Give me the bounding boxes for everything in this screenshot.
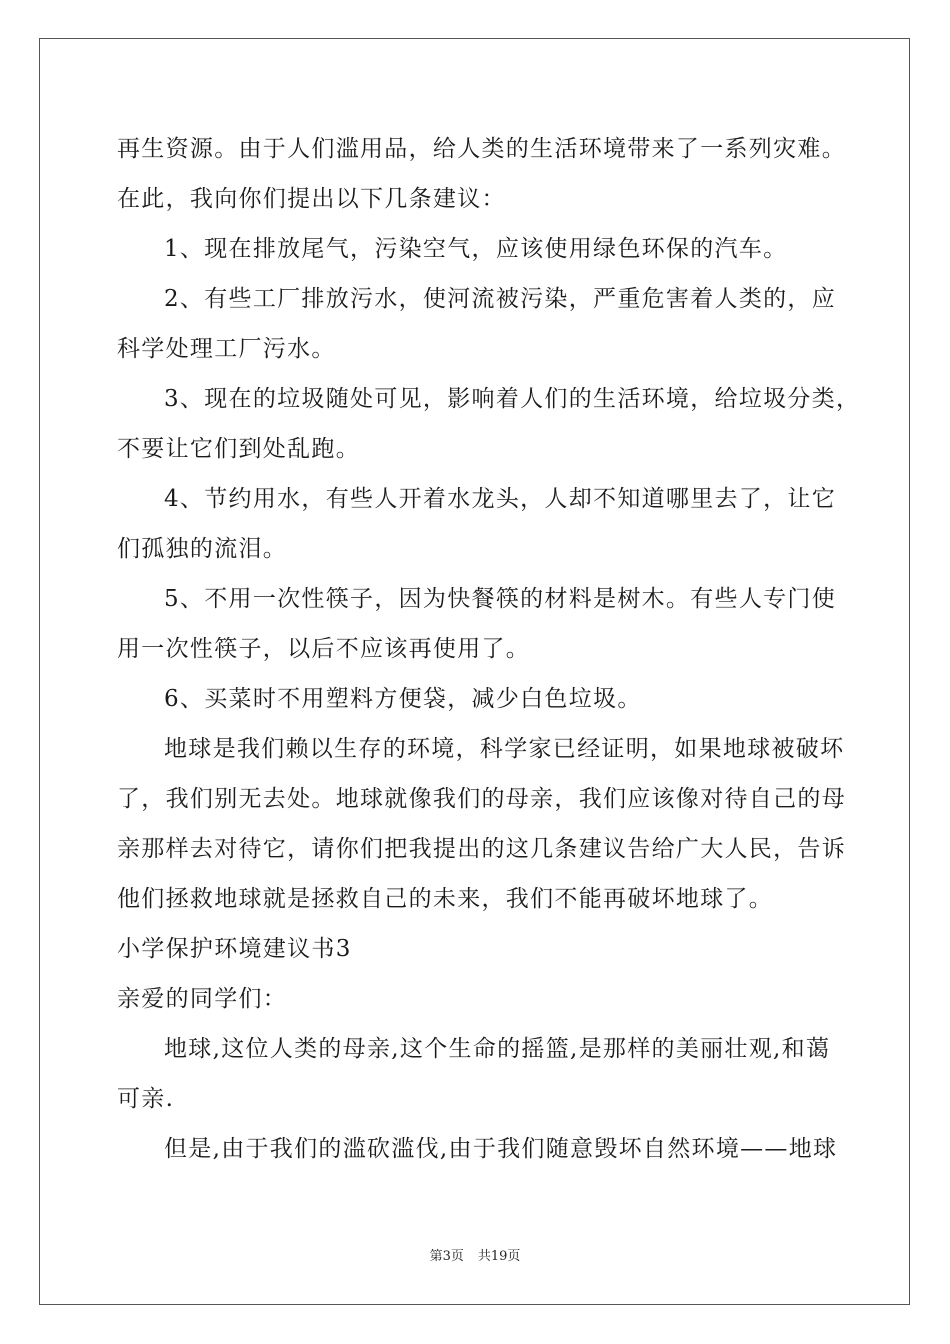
text-line: 3、现在的垃圾随处可见，影响着人们的生活环境，给垃圾分类， bbox=[164, 386, 861, 412]
page-footer bbox=[0, 1245, 950, 1264]
text-line: 但是,由于我们的滥砍滥伐,由于我们随意毁坏自然环境——地球 bbox=[164, 1136, 838, 1162]
text-line: 了，我们别无去处。地球就像我们的母亲，我们应该像对待自己的母 bbox=[117, 786, 846, 812]
text-line: 2、有些工厂排放污水，使河流被污染，严重危害着人类的，应 bbox=[164, 286, 837, 312]
text-line: 6、买菜时不用塑料方便袋，减少白色垃圾。 bbox=[164, 686, 642, 712]
text-line: 不要让它们到处乱跑。 bbox=[117, 436, 360, 462]
text-line: 在此，我向你们提出以下几条建议： bbox=[117, 186, 506, 212]
text-line: 5、不用一次性筷子，因为快餐筷的材料是树木。有些人专门使 bbox=[164, 586, 837, 612]
text-line: 1、现在排放尾气，污染空气，应该使用绿色环保的汽车。 bbox=[164, 236, 788, 262]
text-line: 4、节约用水，有些人开着水龙头，人却不知道哪里去了，让它 bbox=[164, 486, 837, 512]
text-line: 们孤独的流泪。 bbox=[117, 536, 288, 562]
page-total: 共19页 bbox=[477, 1249, 521, 1264]
text-line: 再生资源。由于人们滥用品，给人类的生活环境带来了一系列灾难。 bbox=[117, 136, 846, 162]
text-line: 地球是我们赖以生存的环境，科学家已经证明，如果地球被破坏 bbox=[164, 736, 845, 762]
section-heading: 小学保护环境建议书3 bbox=[117, 936, 352, 962]
text-line: 用一次性筷子，以后不应该再使用了。 bbox=[117, 636, 531, 662]
text-line: 地球,这位人类的母亲,这个生命的摇篮,是那样的美丽壮观,和蔼 bbox=[164, 1036, 831, 1062]
salutation: 亲爱的同学们： bbox=[117, 986, 288, 1012]
text-line: 可亲. bbox=[117, 1086, 175, 1112]
text-line: 亲那样去对待它，请你们把我提出的这几条建议告给广大人民，告诉 bbox=[117, 836, 846, 862]
text-line: 科学处理工厂污水。 bbox=[117, 336, 336, 362]
page-number: 第3页 bbox=[429, 1249, 464, 1264]
text-line: 他们拯救地球就是拯救自己的未来，我们不能再破坏地球了。 bbox=[117, 886, 774, 912]
